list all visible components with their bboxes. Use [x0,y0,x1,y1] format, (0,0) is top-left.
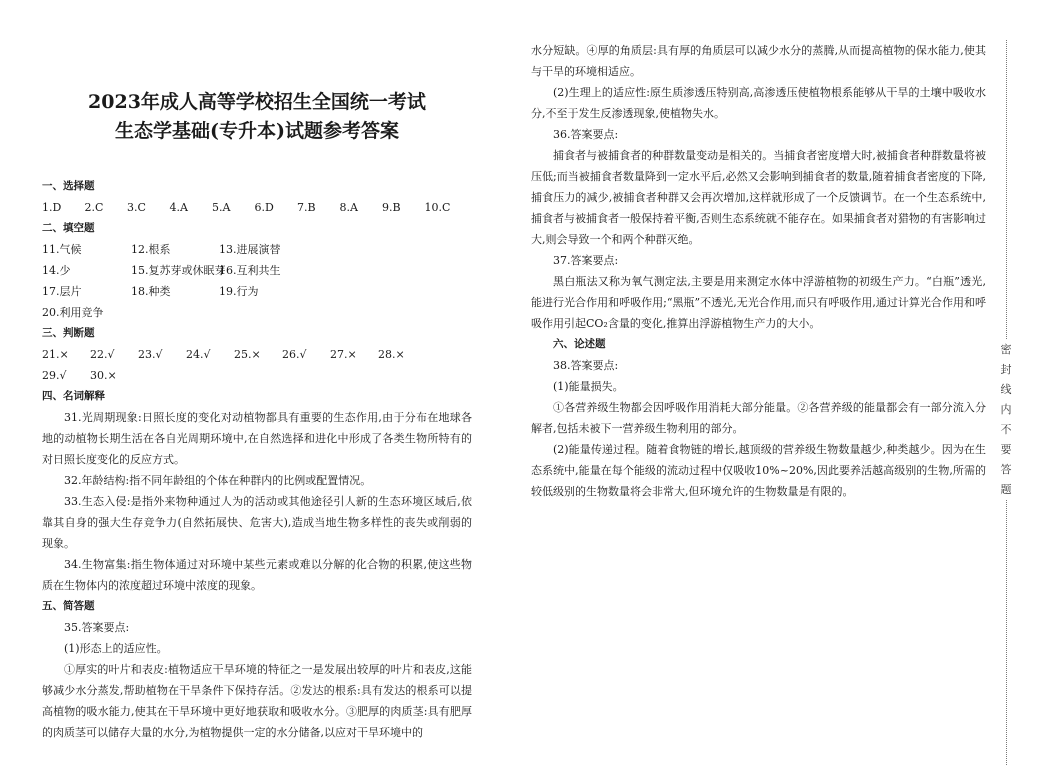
section-fill-heading: 二、填空题 [42,222,95,234]
q38-sub1: (1)能量损失。 [553,380,624,393]
q37-heading: 37.答案要点: [553,254,619,267]
fill-answer: 12.根系 [131,243,171,256]
fill-answers-row [42,260,472,281]
q37-body: 黑白瓶法又称为氧气测定法,主要是用来测定水体中浮游植物的初级生产力。“白瓶”透光,能进行光合作用和呼吸作用;“黑瓶”不透光,无光合作用,而只有呼吸作用,通过计算光合作用和呼吸作用引起CO₂含量的变化,推算出浮游植物生产力的大小。 [531,275,986,330]
q38-heading: 38.答案要点: [553,359,619,372]
q35-heading: 35.答案要点: [64,621,130,634]
judge-answer: 30.× [90,369,117,382]
q35-paragraph1: ①厚实的叶片和表皮:植物适应干旱环境的特征之一是发展出较厚的叶片和表皮,这能够减少水分蒸发,帮助植物在干旱条件下保持存活。②发达的根系:具有发达的根系可以提高植物的吸水能力,使其在干旱环境中更好地获取和吸收水分。③肥厚的肉质茎:具有肥厚的肉质茎可以储存大量的水分,为植物提供一定的水分储备,以应对干旱环境中的 [42,663,472,739]
section-short-heading: 五、简答题 [42,600,95,612]
judge-answer: 27.× [330,348,357,361]
judge-answer: 23.√ [138,348,163,361]
choice-answer: 4.A [169,201,188,214]
fill-answers-row [42,239,472,260]
section-judge-heading: 三、判断题 [42,327,95,339]
choice-answer: 10.C [424,201,451,214]
section-terms-heading: 四、名词解释 [42,390,105,402]
term-answer-33: 33.生态入侵:是指外来物种通过人为的活动或其他途径引人新的生态环境区域后,依靠其自身的强大生存竞争力(自然拓展快、危害大),造成当地生物多样性的丧失或削弱的现象。 [42,495,472,550]
section-essay-heading: 六、论述题 [553,338,606,350]
fill-answer: 18.种类 [131,285,171,298]
choice-answer: 2.C [84,201,104,214]
term-answer-31: 31.光周期现象:日照长度的变化对动植物都具有重要的生态作用,由于分布在地球各地的动植物长期生活在各自光周期环境中,在自然选择和进化中形成了各类生物所特有的对日照长度变化的反应方式。 [42,411,472,466]
judge-answer: 26.√ [282,348,307,361]
fill-answer: 14.少 [42,264,71,277]
q36-body: 捕食者与被捕食者的种群数量变动是相关的。当捕食者密度增大时,被捕食者种群数量将被压低;而当被捕食者数量降到一定水平后,必然又会影响到捕食者的数量,随着捕食者密度的下降,捕食压力的减少,被捕食者种群又会再次增加,这样就形成了一个反馈调节。在一个生态系统中,捕食者与被捕食者一般保持着平衡,否则生态系统就不能存在。如果捕食者对猎物的有害影响过大,则会导致一个和两个种群灭绝。 [531,149,986,246]
q35-sub2: (2)生理上的适应性:原生质渗透压特别高,高渗透压使植物根系能够从干旱的土壤中吸收水分,不至于发生反渗透现象,使植物失水。 [531,86,986,120]
exam-title-line1: 2023年成人高等学校招生全国统一考试 [88,91,426,113]
term-answer-32: 32.年龄结构:指不同年龄组的个体在种群内的比例或配置情况。 [64,474,372,487]
choice-answer: 5.A [212,201,231,214]
judge-answer: 29.√ [42,369,67,382]
left-column [42,0,472,743]
choice-answer: 6.D [254,201,274,214]
fill-answer: 19.行为 [219,285,259,298]
judge-answer: 21.× [42,348,69,361]
seal-line-notice: 密封线内不要答题 [999,340,1013,500]
fill-answer: 13.进展演替 [219,243,281,256]
choice-answer: 3.C [127,201,146,214]
choice-answers-row [42,197,472,218]
fill-answer: 15.复苏芽或休眠芽 [131,264,226,277]
fill-answer: 11.气候 [42,243,82,256]
judge-answers-row [42,344,472,365]
choice-answer: 7.B [297,201,316,214]
section-choice-heading: 一、选择题 [42,180,95,192]
q38-paragraph2: (2)能量传递过程。随着食物链的增长,越顶级的营养级生物数量越少,种类越少。因为在生态系统中,能量在每个能级的流动过程中仅吸收10%~20%,因此要养活越高级别的生物,所需的较低级别的生物数量将会非常大,但环境允许的生物数量是有限的。 [531,443,986,498]
choice-answer: 9.B [382,201,401,214]
term-answer-34: 34.生物富集:指生物体通过对环境中某些元素或难以分解的化合物的积累,使这些物质在生物体内的浓度超过环境中浓度的现象。 [42,558,472,592]
judge-answer: 24.√ [186,348,211,361]
judge-answer: 28.× [378,348,405,361]
judge-answers-row [42,365,472,386]
choice-answer: 1.D [42,201,62,214]
fill-answer: 16.互利共生 [219,264,281,277]
q35-paragraph1-continued: 水分短缺。④厚的角质层:具有厚的角质层可以减少水分的蒸腾,从而提高植物的保水能力,使其与干旱的环境相适应。 [531,44,986,78]
judge-answer: 22.√ [90,348,115,361]
fill-answer: 20.利用竞争 [42,306,104,319]
judge-answer: 25.× [234,348,261,361]
q35-sub1: (1)形态上的适应性。 [64,642,168,655]
fill-answers-row [42,302,472,323]
fill-answers-row [42,281,472,302]
exam-title-line2: 生态学基础(专升本)试题参考答案 [115,120,399,142]
right-column [531,40,986,502]
q38-paragraph1: ①各营养级生物都会因呼吸作用消耗大部分能量。②各营养级的能量都会有一部分流入分解者,包括未被下一营养级生物利用的部分。 [531,401,986,435]
fill-answer: 17.层片 [42,285,82,298]
q36-heading: 36.答案要点: [553,128,619,141]
choice-answer: 8.A [339,201,358,214]
